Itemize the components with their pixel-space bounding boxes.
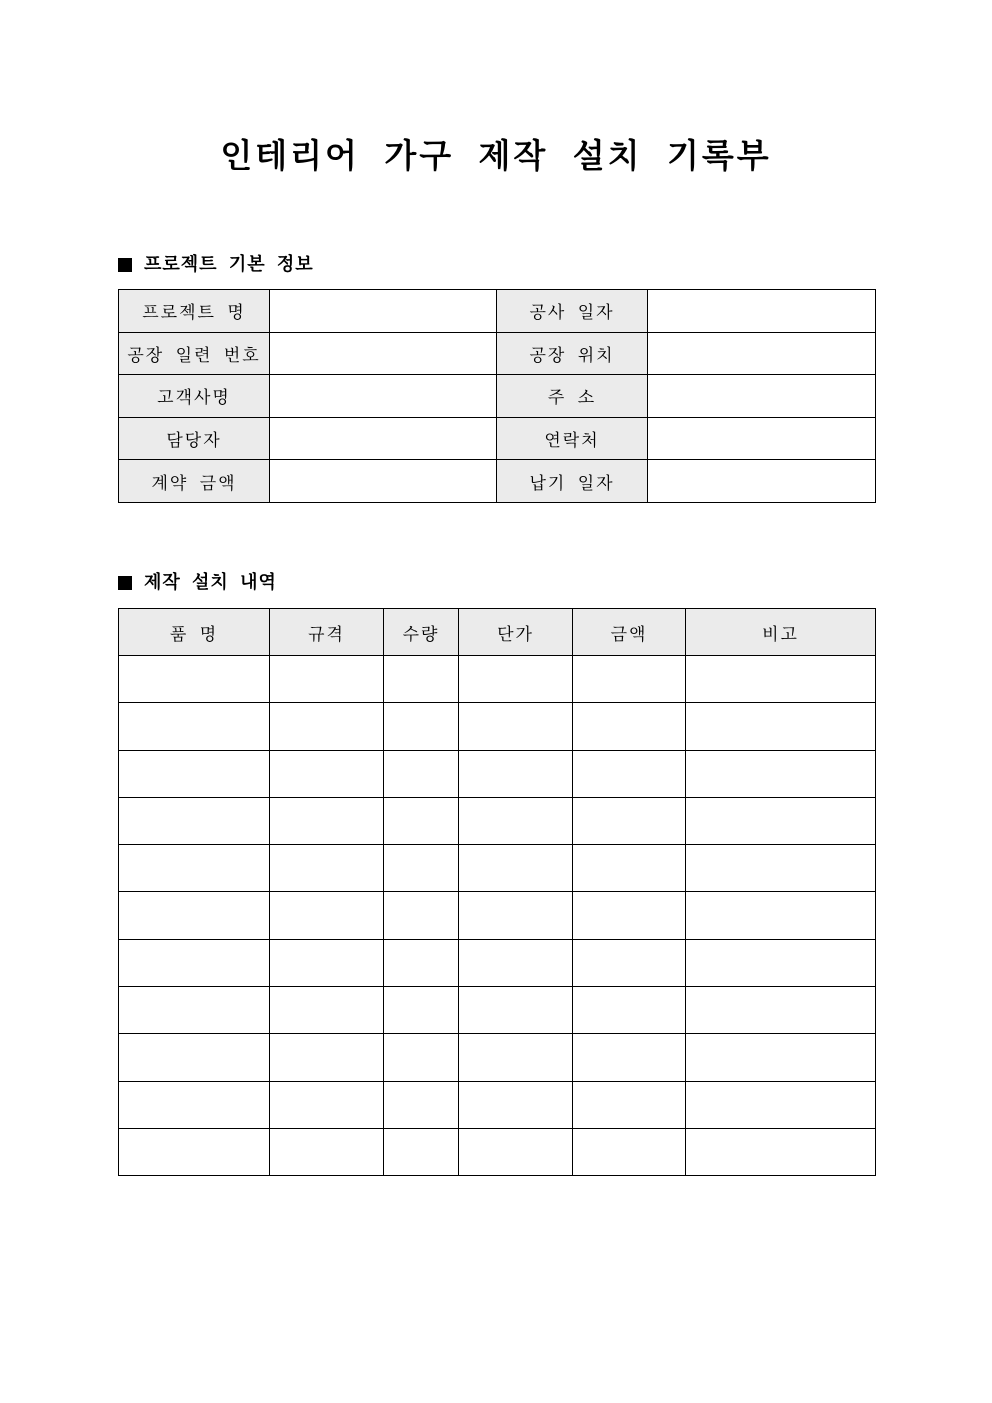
info-value-field[interactable] — [270, 417, 497, 460]
table-cell[interactable] — [384, 845, 459, 892]
table-cell[interactable] — [119, 703, 270, 750]
table-cell[interactable] — [384, 892, 459, 939]
info-value-field[interactable] — [270, 332, 497, 375]
table-cell[interactable] — [459, 750, 573, 797]
document-title: 인테리어 가구 제작 설치 기록부 — [220, 136, 772, 175]
column-header: 규격 — [270, 609, 384, 656]
table-cell[interactable] — [384, 797, 459, 844]
project-info-table — [118, 289, 876, 503]
info-row — [119, 332, 876, 375]
section-heading-project-info — [118, 253, 314, 277]
section-heading-work-details — [118, 571, 277, 595]
info-label: 공사 일자 — [497, 290, 648, 333]
table-cell[interactable] — [119, 1128, 270, 1175]
table-cell[interactable] — [686, 656, 876, 703]
table-cell[interactable] — [270, 1081, 384, 1128]
table-cell[interactable] — [686, 750, 876, 797]
table-cell[interactable] — [270, 750, 384, 797]
table-cell[interactable] — [270, 939, 384, 986]
info-row — [119, 460, 876, 503]
table-cell[interactable] — [573, 656, 686, 703]
table-cell[interactable] — [384, 750, 459, 797]
info-value-field[interactable] — [648, 332, 876, 375]
table-row — [119, 939, 876, 986]
table-cell[interactable] — [686, 703, 876, 750]
table-cell[interactable] — [384, 939, 459, 986]
section-heading-label: 제작 설치 내역 — [144, 572, 277, 593]
table-cell[interactable] — [573, 703, 686, 750]
table-cell[interactable] — [384, 1034, 459, 1081]
info-value-field[interactable] — [270, 460, 497, 503]
table-cell[interactable] — [459, 797, 573, 844]
table-cell[interactable] — [270, 656, 384, 703]
table-row — [119, 750, 876, 797]
info-row — [119, 290, 876, 333]
table-cell[interactable] — [384, 1128, 459, 1175]
table-cell[interactable] — [459, 703, 573, 750]
table-cell[interactable] — [573, 939, 686, 986]
table-header-row — [119, 609, 876, 656]
section-heading-label: 프로젝트 기본 정보 — [144, 254, 314, 275]
table-cell[interactable] — [459, 656, 573, 703]
table-cell[interactable] — [270, 703, 384, 750]
table-cell[interactable] — [119, 750, 270, 797]
table-cell[interactable] — [119, 987, 270, 1034]
table-row — [119, 987, 876, 1034]
table-cell[interactable] — [686, 987, 876, 1034]
info-value-field[interactable] — [648, 290, 876, 333]
table-cell[interactable] — [459, 845, 573, 892]
info-value-field[interactable] — [648, 417, 876, 460]
table-cell[interactable] — [686, 845, 876, 892]
table-row — [119, 1128, 876, 1175]
table-cell[interactable] — [573, 797, 686, 844]
table-cell[interactable] — [459, 939, 573, 986]
table-cell[interactable] — [270, 845, 384, 892]
table-cell[interactable] — [573, 1081, 686, 1128]
table-cell[interactable] — [686, 892, 876, 939]
table-cell[interactable] — [270, 1034, 384, 1081]
table-row — [119, 892, 876, 939]
info-label: 납기 일자 — [497, 460, 648, 503]
table-row — [119, 703, 876, 750]
table-cell[interactable] — [459, 1128, 573, 1175]
info-value-field[interactable] — [648, 375, 876, 418]
table-cell[interactable] — [119, 797, 270, 844]
table-cell[interactable] — [384, 656, 459, 703]
table-cell[interactable] — [459, 1034, 573, 1081]
info-label: 프로젝트 명 — [119, 290, 270, 333]
table-cell[interactable] — [270, 987, 384, 1034]
table-row — [119, 797, 876, 844]
column-header: 품 명 — [119, 609, 270, 656]
info-label: 계약 금액 — [119, 460, 270, 503]
table-row — [119, 656, 876, 703]
table-cell[interactable] — [119, 939, 270, 986]
table-cell[interactable] — [686, 1128, 876, 1175]
info-label: 연락처 — [497, 417, 648, 460]
info-row — [119, 375, 876, 418]
column-header: 비고 — [686, 609, 876, 656]
info-label: 주 소 — [497, 375, 648, 418]
black-square-icon — [118, 258, 132, 272]
work-details-table — [118, 608, 876, 1176]
table-cell[interactable] — [459, 1081, 573, 1128]
table-cell[interactable] — [459, 892, 573, 939]
table-cell[interactable] — [686, 1081, 876, 1128]
info-label: 공장 위치 — [497, 332, 648, 375]
table-row — [119, 845, 876, 892]
table-cell[interactable] — [573, 987, 686, 1034]
column-header: 금액 — [573, 609, 686, 656]
table-cell[interactable] — [573, 1034, 686, 1081]
info-row — [119, 417, 876, 460]
info-value-field[interactable] — [270, 290, 497, 333]
table-row — [119, 1081, 876, 1128]
table-cell[interactable] — [459, 987, 573, 1034]
column-header: 단가 — [459, 609, 573, 656]
info-label: 고객사명 — [119, 375, 270, 418]
table-cell[interactable] — [119, 845, 270, 892]
table-cell[interactable] — [686, 797, 876, 844]
info-value-field[interactable] — [270, 375, 497, 418]
table-row — [119, 1034, 876, 1081]
table-cell[interactable] — [573, 845, 686, 892]
info-value-field[interactable] — [648, 460, 876, 503]
table-cell[interactable] — [573, 1128, 686, 1175]
table-cell[interactable] — [119, 1081, 270, 1128]
table-cell[interactable] — [119, 1034, 270, 1081]
table-cell[interactable] — [270, 797, 384, 844]
table-cell[interactable] — [270, 1128, 384, 1175]
table-cell[interactable] — [384, 1081, 459, 1128]
table-cell[interactable] — [686, 1034, 876, 1081]
table-cell[interactable] — [119, 892, 270, 939]
table-cell[interactable] — [384, 703, 459, 750]
table-cell[interactable] — [270, 892, 384, 939]
black-square-icon — [118, 576, 132, 590]
info-label: 공장 일련 번호 — [119, 332, 270, 375]
table-cell[interactable] — [384, 987, 459, 1034]
info-label: 담당자 — [119, 417, 270, 460]
table-cell[interactable] — [573, 892, 686, 939]
column-header: 수량 — [384, 609, 459, 656]
table-cell[interactable] — [573, 750, 686, 797]
table-cell[interactable] — [686, 939, 876, 986]
table-cell[interactable] — [119, 656, 270, 703]
